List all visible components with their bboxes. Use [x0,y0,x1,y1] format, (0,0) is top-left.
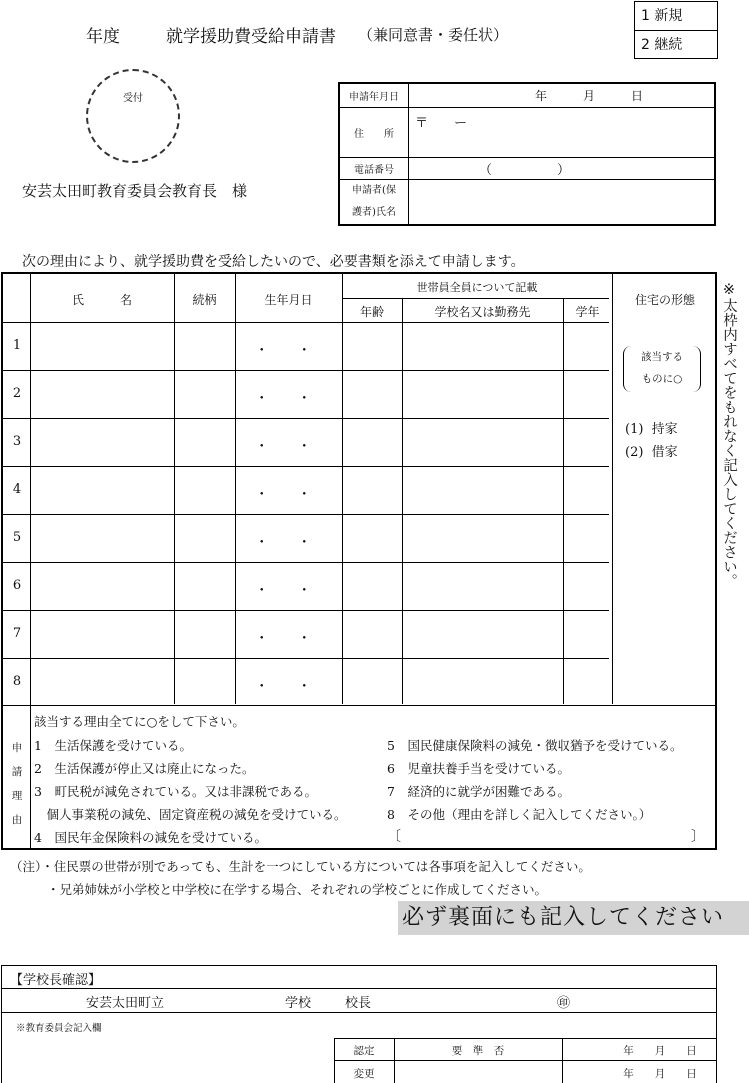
applicant-name-label-line2: 護者)氏名 [352,206,396,218]
change-date[interactable]: 年 月 日 [623,1068,697,1080]
birthdate-field[interactable]: ・ ・ [254,487,324,503]
birthdate-field[interactable]: ・ ・ [254,535,324,551]
row-number: 5 [12,530,22,545]
type-renewal-option[interactable]: 2 継続 [635,30,717,58]
fiscal-year-label: 年度 [86,27,120,47]
header-household-group: 世帯員全員について記載 [416,281,538,294]
birthdate-field[interactable]: ・ ・ [254,343,324,359]
town-label: 安芸太田町立 [86,996,165,1011]
application-type-box [634,1,718,59]
school-field[interactable] [182,990,277,1010]
reason-option-5[interactable]: 5 国民健康保険料の減免・徴収猶予を受けている。 [387,738,683,753]
header-name: 氏 名 [71,293,132,307]
type-new-option[interactable]: 1 新規 [641,8,683,24]
reason-option-7[interactable]: 7 経済的に就学が困難である。 [387,784,570,799]
school-label: 学校 [285,996,312,1011]
row-number: 2 [12,386,22,401]
row-number: 7 [12,626,22,641]
birthdate-field[interactable]: ・ ・ [254,631,324,647]
row-number: 1 [12,338,22,353]
phone-field[interactable] [409,157,716,179]
housing-instruction-line1: 該当する [641,351,683,363]
header-birthdate: 生年月日 [264,293,313,307]
header-school: 学校名又は勤務先 [434,305,531,319]
header-relation: 続柄 [192,293,217,307]
approval-date[interactable]: 年 月 日 [623,1045,697,1057]
birthdate-field[interactable]: ・ ・ [254,439,324,455]
approval-label: 認定 [353,1045,375,1057]
applicant-name-field[interactable] [409,179,716,225]
applicant-name-label [339,179,409,225]
row-number: 3 [12,434,22,449]
date-label: 申請年月日 [339,83,409,107]
reason-instruction: 該当する理由全てに○をして下さい。 [34,714,245,729]
board-use-note: ※教育委員会記入欄 [16,1023,102,1034]
row-number: 4 [12,482,22,497]
addressee: 安芸太田町教育委員会教育長 様 [22,182,248,200]
housing-option-rented[interactable]: (2) 借家 [625,445,678,460]
applicant-table [338,82,716,226]
reason-side-label [3,736,31,832]
principal-label: 校長 [345,996,372,1011]
principal-title: 【学校長確認】 [10,973,102,988]
change-value-field[interactable] [395,1062,561,1082]
note-line-2: ・兄弟姉妹が小学校と中学校に在学する場合、それぞれの学校ごとに作成してください。 [47,882,548,897]
header-age: 年齢 [359,305,384,319]
phone-value: （ ） [479,162,571,178]
form-title: 就学援助費受給申請書 [166,27,336,47]
seal-mark: ㊞ [557,996,571,1011]
address-label: 住 所 [339,107,409,157]
date-field[interactable] [409,83,716,107]
housing-option-owned[interactable]: (1) 持家 [625,422,678,437]
reason-option-8[interactable]: 8 その他（理由を詳しく記入してください。） [387,807,652,822]
birthdate-field[interactable]: ・ ・ [254,679,324,695]
reason-option-3-detail: 個人事業税の減免、固定資産税の減免を受けている。 [34,807,347,822]
reason-option-2[interactable]: 2 生活保護が停止又は廃止になった。 [34,761,255,776]
reverse-side-banner: 必ず裏面にも記入してください [398,901,749,935]
principal-confirmation-box [1,965,717,1083]
header-grade: 学年 [575,305,600,319]
change-label: 変更 [353,1068,375,1080]
reason-option-4[interactable]: 4 国民年金保険料の減免を受けている。 [34,830,267,845]
receipt-stamp-area [86,69,180,163]
housing-instruction [623,346,701,392]
applicant-name-label-line1: 申請者(保 [352,184,396,196]
other-reason-bracket-open: 〔 [387,829,401,845]
birthdate-field[interactable]: ・ ・ [254,391,324,407]
form-subtitle: （兼同意書・委任状） [358,26,509,44]
other-reason-bracket-close: 〕 [691,829,705,845]
reason-side-char: 申 [11,742,23,754]
housing-instruction-line2: ものに○ [641,373,683,385]
reason-side-char: 請 [11,766,23,778]
household-table [1,272,717,850]
other-reason-input[interactable] [403,826,688,846]
postal-code-mark: 〒 ー [415,115,468,131]
intro-text: 次の理由により、就学援助費を受給したいので、必要書類を添えて申請します。 [22,254,525,270]
receipt-stamp-label: 受付 [123,93,143,104]
row-number: 8 [12,674,22,689]
date-value: 年 月 日 [535,88,644,103]
reason-side-char: 由 [11,814,23,826]
address-field[interactable] [409,107,716,157]
reason-side-char: 理 [11,790,23,802]
side-note: ※太枠内すべてをもれなく記入してください。 [721,282,737,588]
reason-option-6[interactable]: 6 児童扶養手当を受けている。 [387,761,570,776]
approval-options[interactable]: 要 準 否 [451,1045,505,1057]
header-housing: 住宅の形態 [634,293,695,307]
note-line-1: （注）・住民票の世帯が別であっても、生計を一つにしている方については各事項を記入してください。 [10,859,591,874]
phone-label: 電話番号 [339,157,409,179]
birthdate-field[interactable]: ・ ・ [254,583,324,599]
row-number: 6 [12,578,22,593]
reason-option-3[interactable]: 3 町民税が減免されている。又は非課税である。 [34,784,317,799]
reason-option-1[interactable]: 1 生活保護を受けている。 [34,738,192,753]
